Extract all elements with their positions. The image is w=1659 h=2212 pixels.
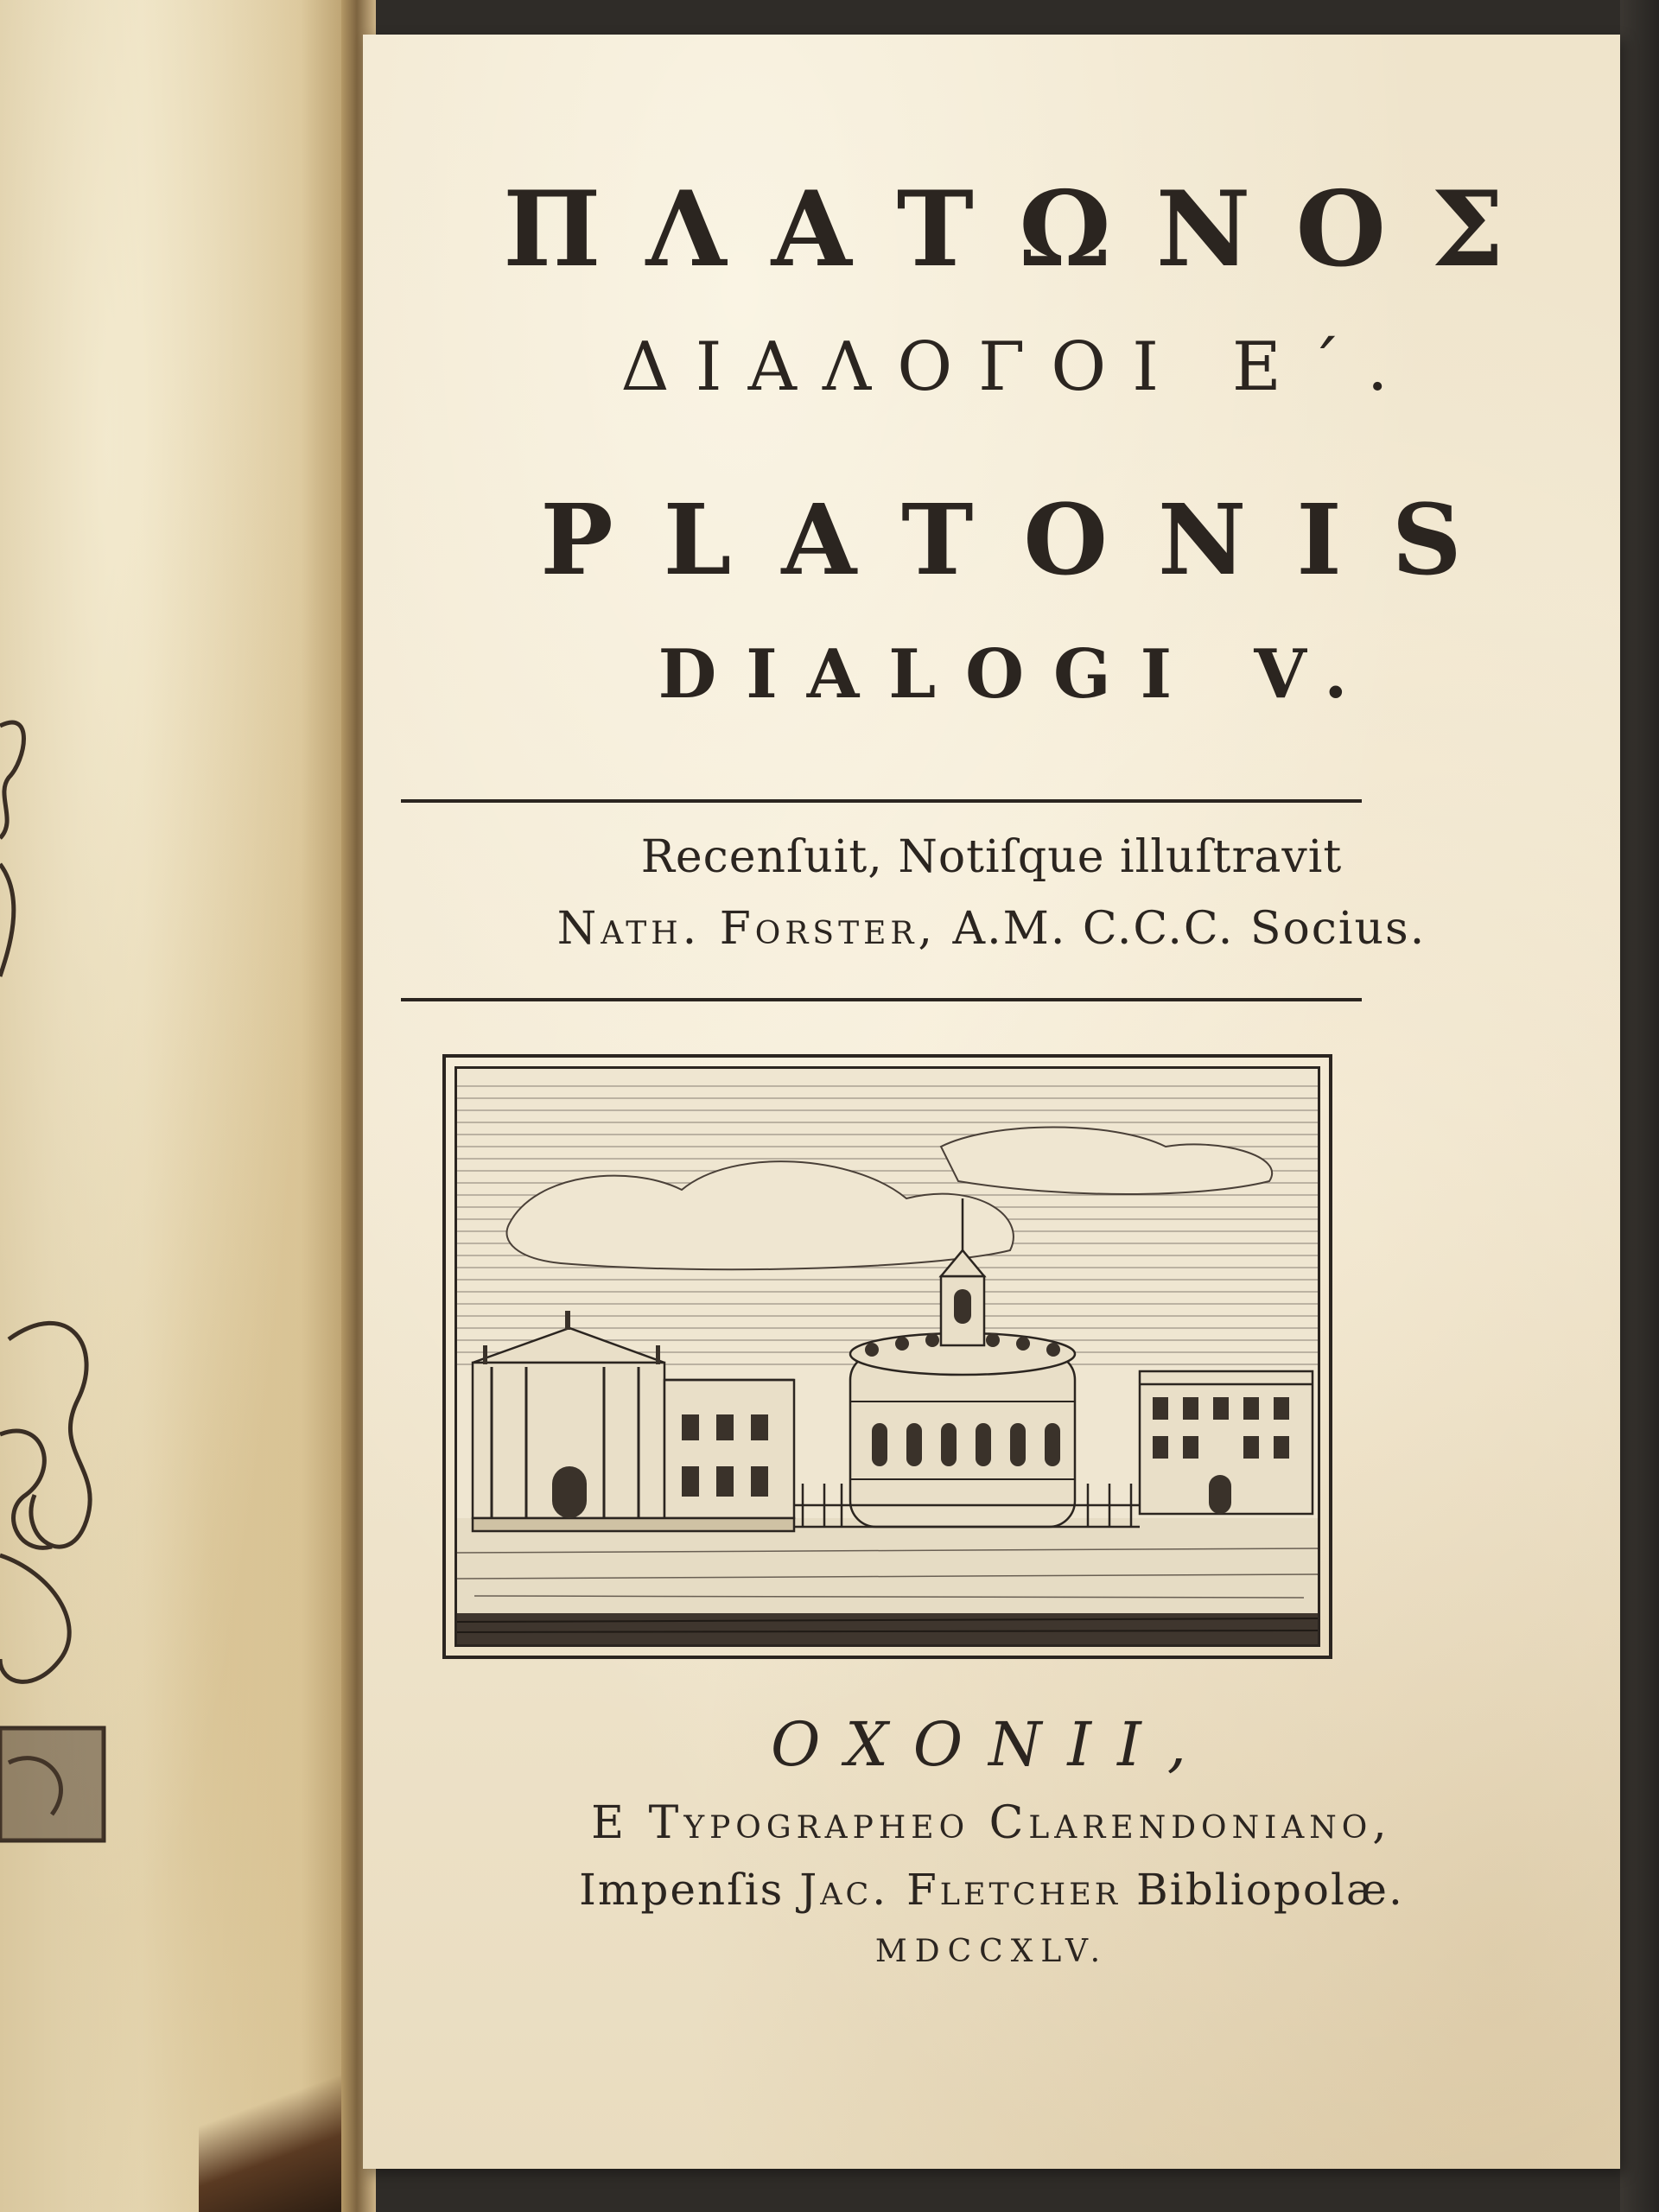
press-name: E Typographeo Clarendoniano, [591, 1797, 1392, 1849]
editor-statement: Recenſuit, Notiſque illuſtravit [640, 831, 1343, 883]
engraving-frame [442, 1054, 1332, 1659]
publisher-prefix: Impenſis [579, 1865, 785, 1915]
editor-name: Nath. Forster, [556, 903, 938, 955]
editor-credentials: A.M. C.C.C. Socius. [952, 903, 1427, 955]
frontispiece-ornament [0, 691, 121, 1901]
imprint-press [363, 1797, 1620, 1849]
greek-title: ΠΛΑΤΩΝΟΣ [503, 168, 1549, 290]
latin-subtitle: DIALOGI V. [658, 635, 1377, 714]
rule-lower [401, 998, 1362, 1001]
rule-upper [401, 799, 1362, 803]
imprint-year: MDCCXLV. [874, 1934, 1109, 1969]
publisher-suffix: Bibliopolæ. [1136, 1865, 1404, 1915]
imprint-city: OXONII, [771, 1709, 1212, 1780]
torn-page-edge [199, 2065, 354, 2212]
latin-title: PLATONIS [540, 484, 1512, 597]
sheldonian-engraving [454, 1066, 1320, 1647]
editor-credit [363, 903, 1620, 955]
publisher-name: Jac. Fletcher [799, 1865, 1122, 1915]
facing-page [0, 0, 354, 2212]
imprint-publisher [363, 1865, 1620, 1915]
greek-subtitle: ΔΙΑΛΟΓΟΙ Ε΄. [620, 328, 1414, 406]
title-page [363, 35, 1620, 2169]
